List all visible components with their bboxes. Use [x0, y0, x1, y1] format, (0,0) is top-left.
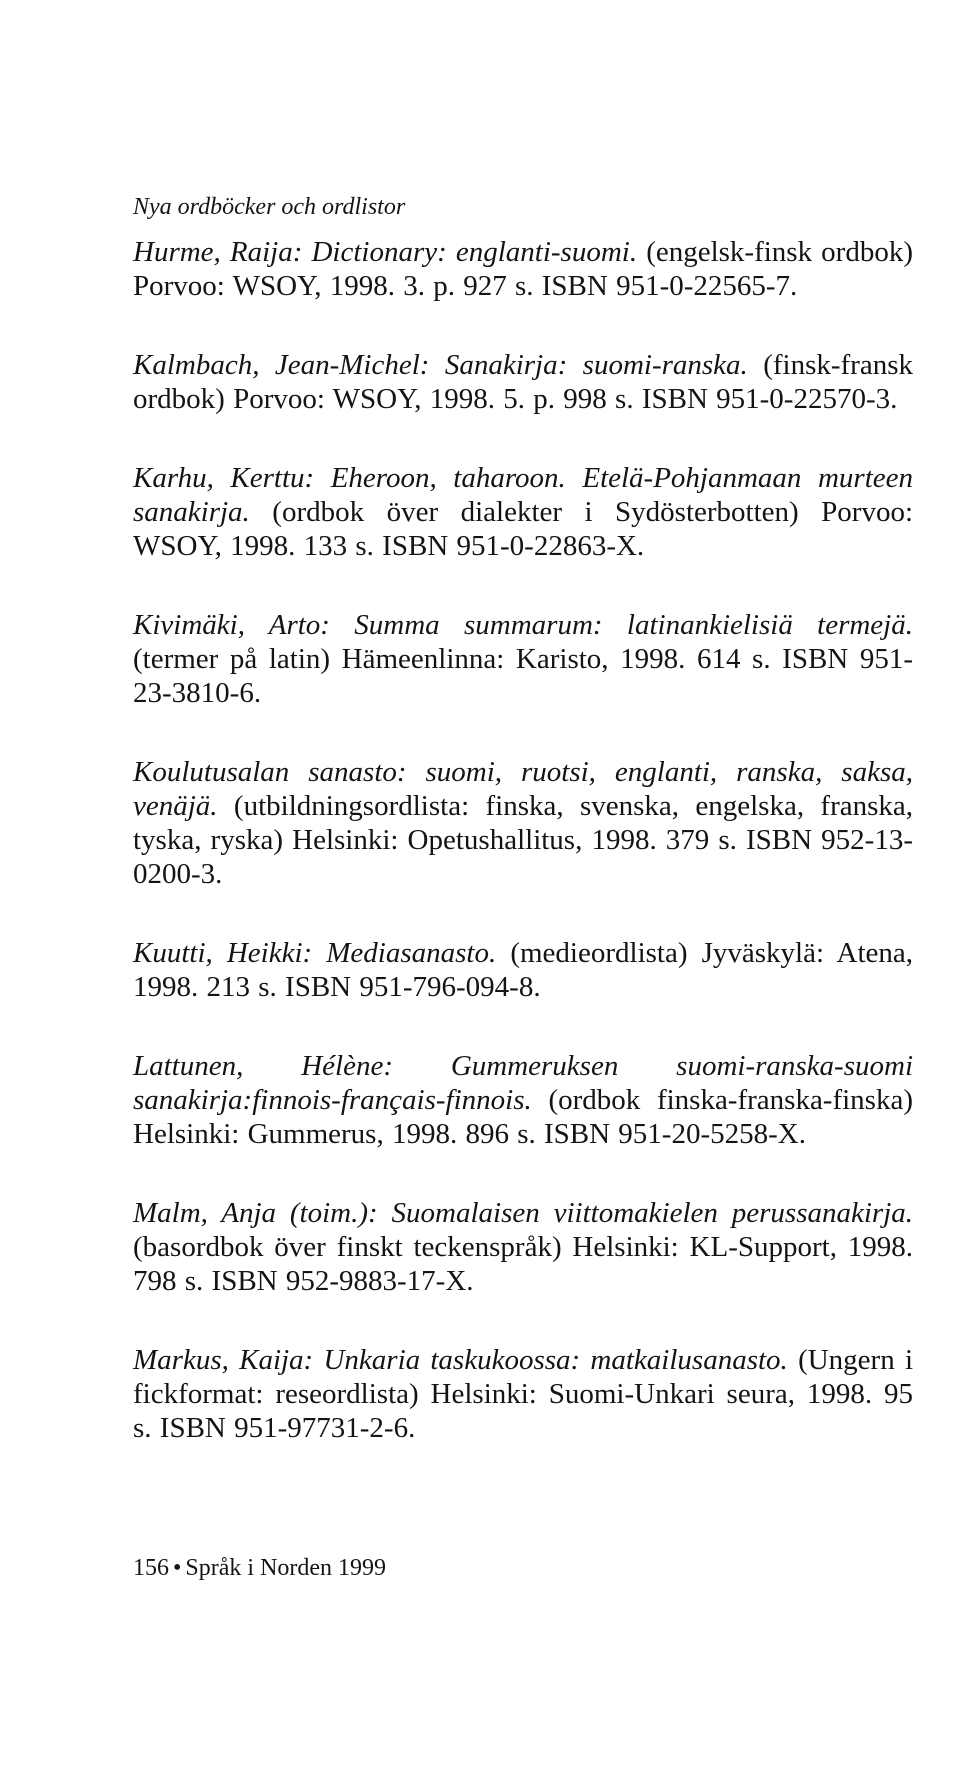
entry-title: Malm, Anja (toim.): Suomalaisen viittomakielen perussanakirja.	[133, 1197, 913, 1229]
entry-title: Hurme, Raija: Dictionary: englanti-suomi.	[133, 236, 638, 268]
entry-title: Kalmbach, Jean-Michel: Sanakirja: suomi-ranska.	[133, 349, 748, 381]
entry-details: (engelsk-finsk ordbok) Porvoo: WSOY, 1998. 3. p. 927 s. ISBN 951-0-22565-7.	[133, 236, 913, 302]
bullet-separator: •	[173, 1555, 182, 1581]
entry-title: Koulutusalan sanasto: suomi, ruotsi, englanti, ranska, saksa, venäjä.	[133, 756, 913, 822]
bibliography-entry	[133, 1196, 913, 1298]
page-footer	[133, 1553, 386, 1583]
bibliography-entry	[133, 461, 913, 563]
entry-title: Kuutti, Heikki: Mediasanasto.	[133, 937, 497, 969]
section-title: Nya ordböcker och ordlistor	[133, 194, 406, 220]
entry-details: (finsk-fransk ordbok) Porvoo: WSOY, 1998. 5. p. 998 s. ISBN 951-0-22570-3.	[133, 349, 913, 415]
entry-details: (utbildningsordlista: finska, svenska, engelska, franska, tyska, ryska) Helsinki: Opetushallitus, 1998. 379 s. ISBN 952-13-0200-3.	[133, 790, 914, 890]
bibliography-entry	[133, 936, 913, 1004]
entry-details: (ordbok över dialekter i Sydösterbotten) Porvoo: WSOY, 1998. 133 s. ISBN 951-0-22863-X.	[133, 496, 913, 562]
entry-title: Lattunen, Hélène: Gummeruksen suomi-ranska-suomi sanakirja:finnois-français-finnois.	[133, 1050, 913, 1116]
bibliography-entry	[133, 608, 913, 710]
entry-title: Karhu, Kerttu: Eheroon, taharoon. Etelä-Pohjanmaan murteen sanakirja.	[133, 462, 913, 528]
entry-details: (termer på latin) Hämeenlinna: Karisto, 1998. 614 s. ISBN 951-23-3810-6.	[133, 643, 913, 709]
bibliography-entry	[133, 1343, 913, 1445]
bibliography-entry	[133, 348, 913, 416]
bibliography-list	[133, 235, 913, 1490]
entry-title: Markus, Kaija: Unkaria taskukoossa: matkailusanasto.	[133, 1344, 788, 1376]
entry-details: (basordbok över finskt teckenspråk) Helsinki: KL-Support, 1998. 798 s. ISBN 952-9883-17-X.	[133, 1231, 913, 1297]
bibliography-entry	[133, 235, 913, 303]
entry-details: (medieordlista) Jyväskylä: Atena, 1998. 213 s. ISBN 951-796-094-8.	[133, 937, 914, 1003]
entry-title: Kivimäki, Arto: Summa summarum: latinankielisiä termejä.	[133, 609, 913, 641]
page-number: 156	[133, 1555, 169, 1581]
publication-name: Språk i Norden 1999	[185, 1555, 387, 1581]
bibliography-entry	[133, 1049, 913, 1151]
entry-details: (ordbok finska-franska-finska) Helsinki: Gummerus, 1998. 896 s. ISBN 951-20-5258-X.	[133, 1084, 913, 1150]
entry-details: (Ungern i fickformat: reseordlista) Helsinki: Suomi-Unkari seura, 1998. 95 s. ISBN 951-97731-2-6.	[133, 1344, 913, 1444]
bibliography-entry	[133, 755, 913, 891]
